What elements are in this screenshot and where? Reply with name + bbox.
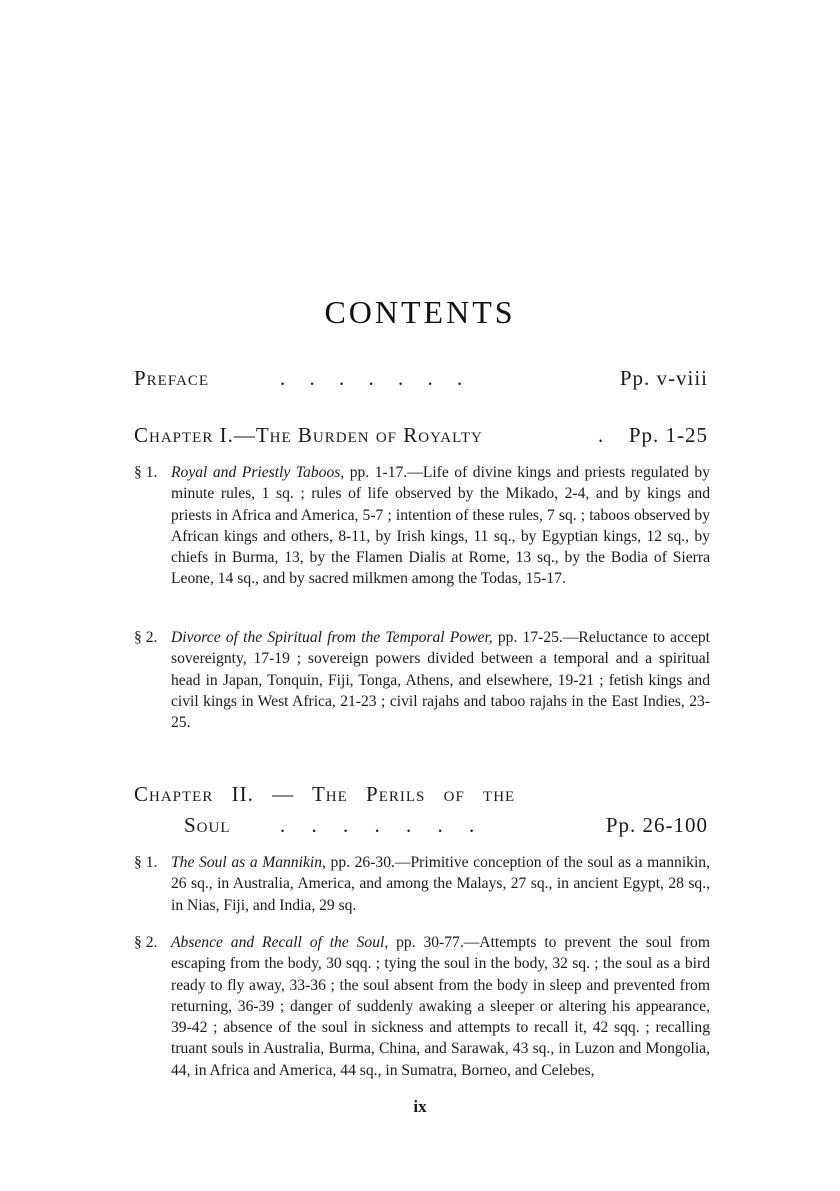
chapter-1-heading: Chapter I.—The Burden of Royalty <box>134 423 483 447</box>
page-folio: ix <box>413 1097 427 1116</box>
section-mark: § 1. <box>134 854 158 871</box>
section-text: pp. 26-30.—Primitive conception of the soul as a mannikin, 26 sq., in Australia, America, and among the Malays, 27 sq., in ancient Egypt, 28 sq., in Nias, Fiji, and India, 29 sq. <box>171 854 710 914</box>
chapter-1-section-2 <box>134 627 710 733</box>
section-text: pp. 17-25.—Reluctance to accept sovereignty, 17-19 ; sovereign powers divided between a temporal and a spiritual head in Japan, Tonquin, Fiji, Tonga, Athens, and elsewhere, 19-21 ; fetish kings and civil kings in West Africa, 21-23 ; civil rajahs and taboo rajahs in the East Indies, 23-25. <box>171 629 710 732</box>
page-title: CONTENTS <box>324 294 516 330</box>
section-mark: § 1. <box>134 464 158 481</box>
chapter-2-section-1 <box>134 852 710 916</box>
chapter-2-heading-line2: Soul <box>184 813 231 837</box>
section-text: pp. 1-17.—Life of divine kings and priests regulated by minute rules, 1 sq. ; rules of life observed by the Mikado, 2-4, and by kings and priests in Africa and America, 5-7 ; intention of these rules, 7 sq. ; taboos observed by African kings and others, 8-11, by Irish kings, 11 sq., by Egyptian kings, 12 sq., by chiefs in Burma, 13, by the Flamen Dialis at Rome, 13 sq., by the Bodia of Sierra Leone, 14 sq., and by sacred milkmen among the Todas, 15-17. <box>171 464 710 588</box>
section-mark: § 2. <box>134 934 158 951</box>
chapter-1-pages: Pp. 1-25 <box>628 423 708 447</box>
chapter-2-leaders: . . . . . . . <box>280 813 475 837</box>
section-title: Absence and Recall of the Soul, <box>171 934 389 951</box>
chapter-2-section-2 <box>134 932 710 1081</box>
section-title: The Soul as a Mannikin, <box>171 854 326 871</box>
chapter-2-pages: Pp. 26-100 <box>605 813 708 837</box>
chapter-1-section-1 <box>134 462 710 590</box>
section-title: Royal and Priestly Taboos, <box>171 464 345 481</box>
preface-leaders: . . . . . . . <box>280 366 463 390</box>
section-text: pp. 30-77.—Attempts to prevent the soul from escaping from the body, 30 sqq. ; tying the soul in the body, 32 sq. ; the soul as a bird ready to fly away, 33-36 ; the soul absent from the body in sleep and prevented from returning, 36-39 ; danger of suddenly awaking a sleeper or altering his appearance, 39-42 ; absence of the soul in sickness and attempts to recall it, 42 sqq. ; recalling truant souls in Australia, Burma, China, and Sarawak, 43 sq., in Luzon and Mongolia, 44, in Africa and America, 44 sq., in Sumatra, Borneo, and Celebes, <box>171 934 710 1079</box>
preface-pages: Pp. v-viii <box>619 366 708 390</box>
section-title: Divorce of the Spiritual from the Temporal Power, <box>171 629 493 646</box>
chapter-2-heading-line1: Chapter II. — The Perils of the <box>134 782 516 806</box>
preface-label: Preface <box>134 366 210 390</box>
chapter-1-leaders: . <box>598 423 604 447</box>
section-mark: § 2. <box>134 629 158 646</box>
